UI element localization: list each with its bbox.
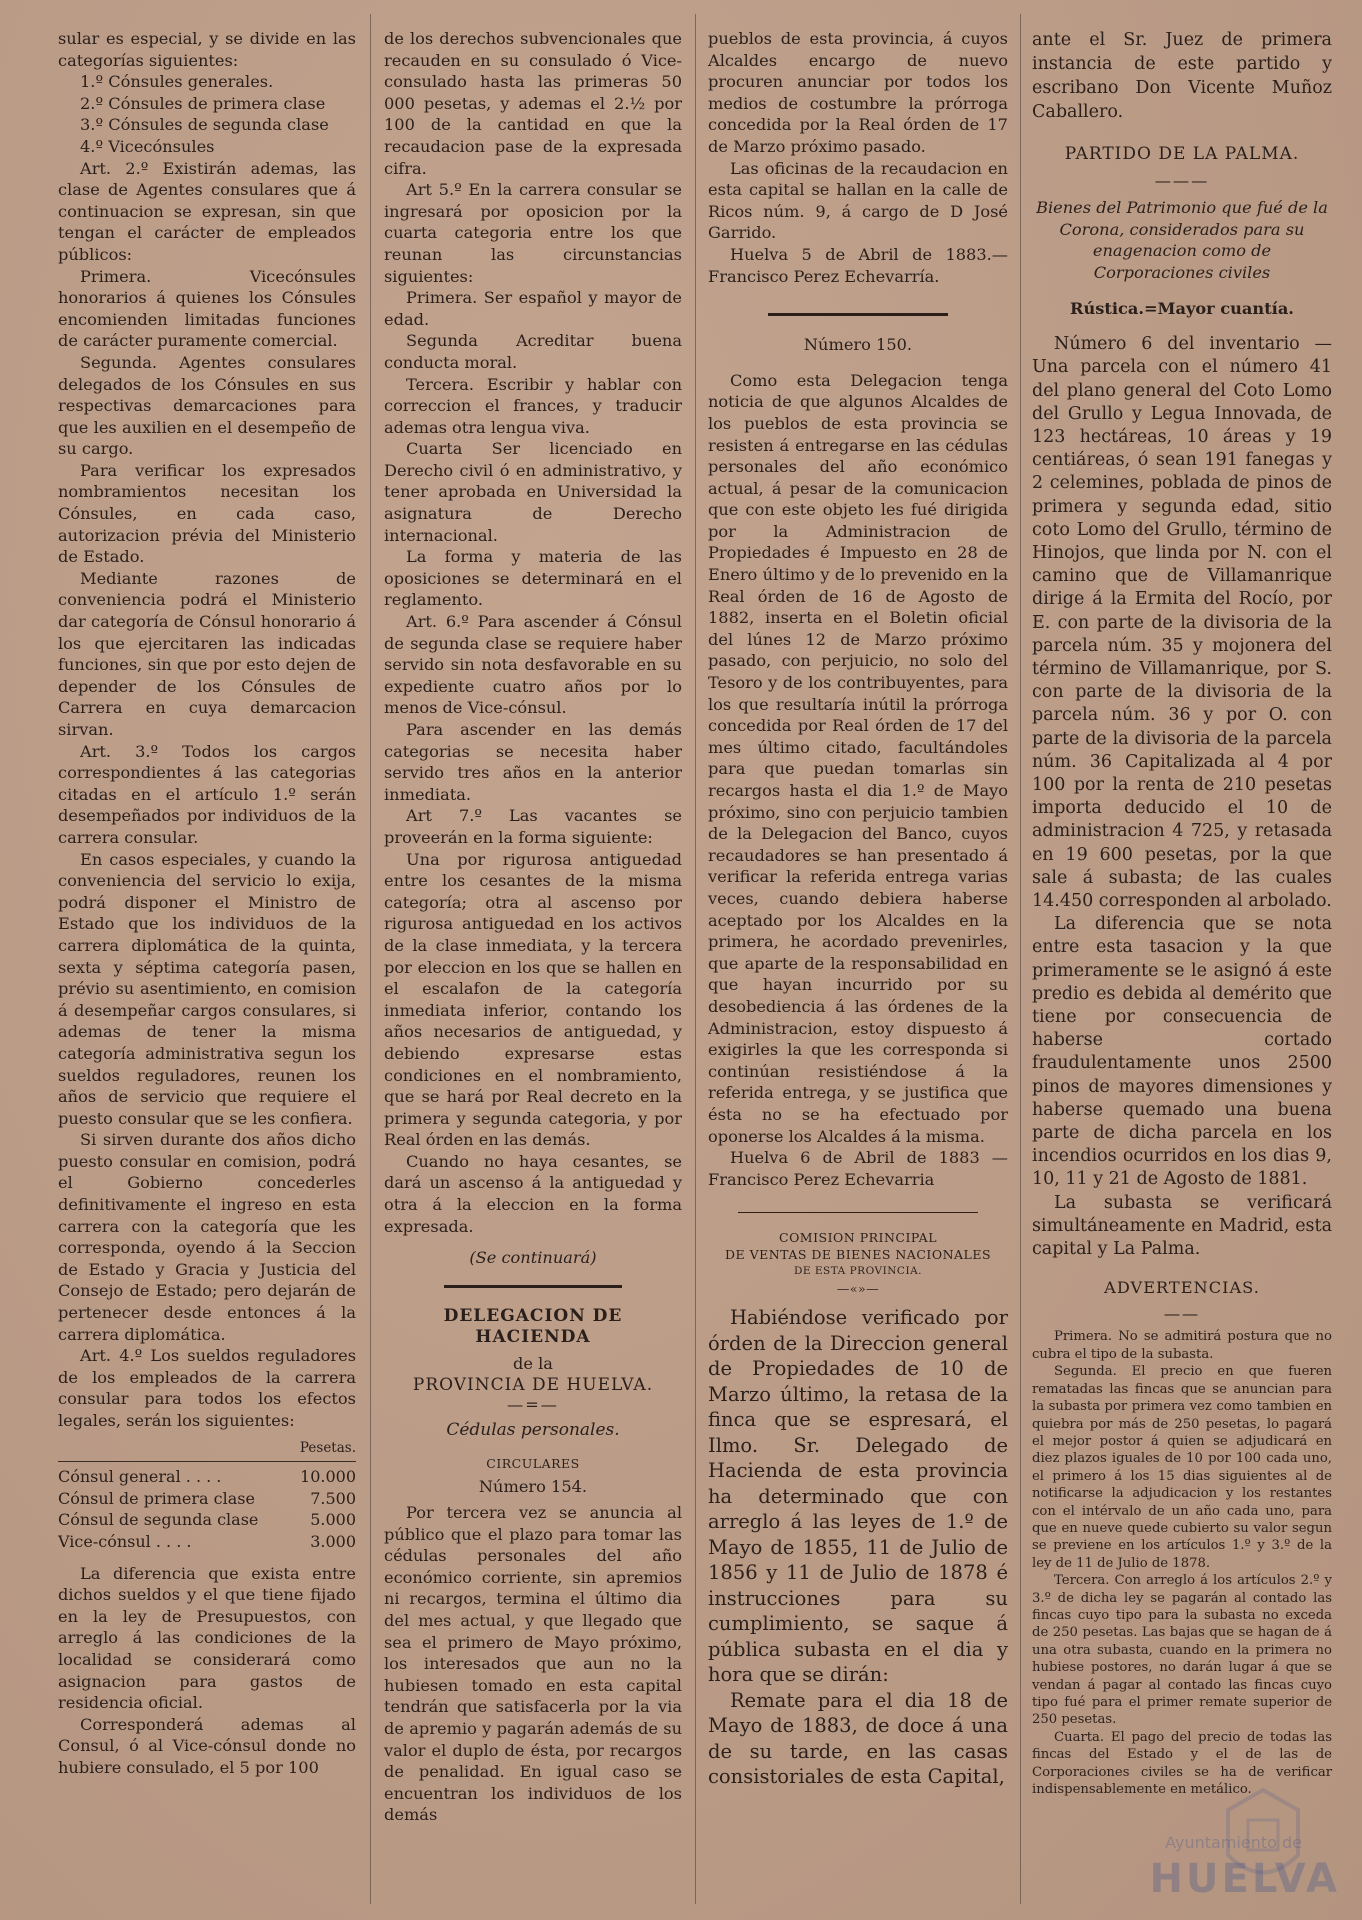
section-heading: PROVINCIA DE HUELVA.	[412, 1374, 654, 1395]
paragraph: sular es especial, y se divide en las categorías siguientes:	[58, 29, 356, 70]
paragraph: de los derechos subvencionales que recauden en su consulado ó Vice-consulado hasta las primeras 50 000 pesetas, y ademas el 2.½ por 100 de la cantidad en que la recaudacion pase de la expresada cifra.	[384, 29, 682, 178]
category-heading: Rústica.=Mayor cuantía.	[1070, 298, 1294, 318]
paragraph: Art. 6.º Para ascender á Cónsul de segunda clase se requiere haber servido sin nota desfavorable en su expediente cuatro años por lo menos de Vice-cónsul.	[384, 612, 682, 718]
list-item: 4.º Vicecónsules	[80, 136, 215, 156]
paragraph: Primera. Vicecónsules honorarios á quienes los Cónsules encomienden limitadas funciones de carácter puramente comercial.	[58, 266, 356, 351]
paragraph: Para ascender en las demás categorias se necesita haber servido tres años en la anterior inmediata.	[384, 720, 682, 804]
paragraph: ante el Sr. Juez de primera instancia de este partido y escribano Don Vicente Muñoz Caballero.	[1032, 30, 1332, 122]
section-heading: DELEGACION DE HACIENDA	[443, 1305, 623, 1348]
table-cell: 7.500	[310, 1488, 356, 1508]
ornament: ——	[1163, 1303, 1201, 1323]
table-cell: 10.000	[300, 1467, 356, 1487]
section-heading: ADVERTENCIAS.	[1104, 1278, 1260, 1298]
section-subheading: de la	[513, 1354, 553, 1374]
list-item: 1.º Cónsules generales.	[80, 72, 274, 92]
list-item: 2.º Cónsules de primera clase	[80, 93, 326, 113]
number-heading: Número 150.	[803, 335, 913, 355]
watermark-text: HUELVA	[1149, 1856, 1340, 1902]
signature: Huelva 5 de Abril de 1883.— Francisco Perez Echevarría.	[708, 244, 1008, 286]
section-divider	[768, 313, 948, 316]
table-row	[58, 1466, 356, 1488]
paragraph: Primera. No se admitirá postura que no cubra el tipo de la subasta.	[1032, 1329, 1332, 1362]
paragraph: pueblos de esta provincia, á cuyos Alcaldes encargo de nuevo procuren anunciar por todos los medios de costumbre la prórroga concedida por la Real órden de 17 de Marzo próximo pasado.	[708, 29, 1008, 156]
paragraph: Las oficinas de la recaudacion en esta capital se hallan en la calle de Ricos núm. 9, á cargo de D José Garrido.	[708, 158, 1008, 243]
paragraph: Habiéndose verificado por órden de la Direccion general de Propiedades de 10 de Marzo último, la retasa de la finca que se espresará, el Ilmo. Sr. Delegado de Hacienda de esta provincia ha determinado que con arreglo á las leyes de 1.º de Mayo de 1855, 11 de Julio de 1856 y 11 de Julio de 1878 é instrucciones para su cumplimiento, se saque á pública subasta en el dia y hora que se dirán:	[708, 1306, 1008, 1687]
paragraph: Tercera. Con arreglo á los artículos 2.º y 3.º de dicha ley se pagarán al contado las fincas cuyo tipo para la subasta no exceda de 250 pesetas. Las bajas que se hagan de á una otra subasta, cuando en la primera no hubiese postores, no darán lugar á que se vendan á pagar al contado las fincas cuyo tipo fué para el primer remate superior de 250 pesetas.	[1032, 1573, 1332, 1728]
paragraph: Cuarta. El pago del precio de todas las fincas del Estado y el de las de Corporaciones civiles se ha de verificar indispensablemente en metálico.	[1032, 1729, 1332, 1798]
list-item: 3.º Cónsules de segunda clase	[80, 115, 329, 135]
paragraph: Primera. Ser español y mayor de edad.	[384, 288, 682, 329]
paragraph: La diferencia que exista entre dichos sueldos y el que tiene fijado en la ley de Presupuestos, con arreglo á las condiciones de la localidad se considerará como asignacion para gastos de residencia oficial.	[58, 1563, 356, 1713]
paragraph: Remate para el dia 18 de Mayo de 1883, de doce á una de su tarde, en las casas consistoriales de esta Capital,	[708, 1688, 1008, 1789]
continued-note: (Se continuará)	[469, 1248, 597, 1268]
column-rule	[695, 14, 696, 1904]
ornament: —=—	[507, 1395, 559, 1415]
paragraph: Tercera. Escribir y hablar con correccion el frances, y traducir ademas otra lengua viva.	[384, 374, 682, 437]
column-3	[708, 28, 1008, 1790]
paragraph: Cuarta Ser licenciado en Derecho civil ó en administrativo, y tener aprobada en Universidad la asignatura de Derecho internacional.	[384, 439, 682, 545]
section-divider	[738, 1212, 978, 1213]
paragraph: Para verificar los expresados nombramientos necesitan los Cónsules, en cada caso, autorizacion prévia del Ministerio de Estado.	[58, 460, 356, 567]
commission-heading: COMISION PRINCIPAL	[779, 1230, 937, 1246]
paragraph: Segunda. El precio en que fueren rematadas las fincas que se anuncian para la subasta por primera vez como tambien en quiebra por más de 250 pesetas, lo pagará el mejor postor á quien se adjudicará en diez plazos iguales de 10 por 100 cada uno, el primero á los 15 dias siguientes al de notificarse la adjudicacion y los restantes con el intérvalo de un año cada uno, para que en nueve quede cubierto su valor segun se previene en los artículos 1.º y 3.º de la ley de 11 de Julio de 1878.	[1032, 1364, 1332, 1571]
table-cell: 3.000	[310, 1531, 356, 1551]
number-heading: Número 154.	[478, 1477, 588, 1497]
table-cell: Vice-cónsul . . . .	[58, 1531, 192, 1551]
table-header: Pesetas.	[58, 1438, 356, 1463]
paragraph: Segunda. Agentes consulares delegados de los Cónsules en sus respectivas demarcaciones para que les auxilien en el desempeño de su cargo.	[58, 352, 356, 459]
column-rule	[1020, 14, 1021, 1904]
paragraph: La subasta se verificará simultáneamente en Madrid, esta capital y La Palma.	[1032, 1192, 1332, 1260]
watermark-subtext: Ayuntamiento de	[1165, 1833, 1302, 1852]
table-row	[58, 1488, 356, 1510]
column-4	[1032, 28, 1332, 1798]
table-row	[58, 1531, 356, 1553]
column-1	[58, 28, 356, 1779]
paragraph: En casos especiales, y cuando la conveniencia del servicio lo exija, podrá disponer el Ministro de Estado que los individuos de la carrera diplomática de la quinta, sexta y séptima categoría pasen, prévio su asentimiento, en comision á desempeñar cargos consulares, si ademas de tener la misma categoría administrativa segun los sueldos reguladores, reunen los años de servicio que requiere el puesto consular que se les confiera.	[58, 849, 356, 1128]
paragraph: Mediante razones de conveniencia podrá el Ministerio dar categoría de Cónsul honorario á los que ejercitaren las indicadas funciones, sin que por esto dejen de depender de los Cónsules de Carrera en cuya demarcacion sirvan.	[58, 568, 356, 739]
section-heading: PARTIDO DE LA PALMA.	[1064, 144, 1300, 164]
paragraph: Por tercera vez se anuncia al público que el plazo para tomar las cédulas personales del año económico corriente, sin apremios ni recargos, termina el último dia del mes actual, y que llegado que sea el primero de Mayo próximo, los interesados que aun no la hubiesen tomado en esta capital tendrán que satisfacerla por la via de apremio y pagarán además de su valor el duplo de ésta, por recargos de penalidad. En igual caso se encuentran los individuos de los demás	[384, 1503, 682, 1825]
section-subtitle: Bienes del Patrimonio que fué de la Corona, considerados para su enagenacion como de Corporaciones civiles	[1036, 198, 1328, 282]
paragraph: Segunda Acreditar buena conducta moral.	[384, 331, 682, 372]
commission-heading: DE VENTAS DE BIENES NACIONALES	[724, 1247, 992, 1263]
paragraph: Una por rigurosa antiguedad entre los cesantes de la misma categoría; otra al ascenso por rigurosa antiguedad en los activos de la clase inmediata, y la tercera por eleccion en los que se hallen en el escalafon de la categoría inmediata inferior, contando los años necesarios de antiguedad, y debiendo expresarse estas condiciones en el nombramiento, que se hará por Real decreto en la primera y segunda categoria, y por Real órden en las demás.	[384, 849, 682, 1150]
paragraph: Art 7.º Las vacantes se proveerán en la forma siguiente:	[384, 806, 682, 847]
paragraph: Si sirven durante dos años dicho puesto consular en comision, podrá el Gobierno concederles definitivamente el ingreso en esta carrera con la categoría que les corresponda, oyendo á la Seccion de Estado y Gracia y Justicia del Consejo de Estado; pero dejarán de pertenecer desde entonces á la carrera diplomática.	[58, 1130, 356, 1344]
paragraph: La forma y materia de las oposiciones se determinará en el reglamento.	[384, 547, 682, 610]
section-divider	[444, 1285, 623, 1288]
paragraph: Art. 4.º Los sueldos reguladores de los empleados de la carrera consular para todos los efectos legales, serán los siguientes:	[58, 1346, 356, 1430]
column-2	[384, 28, 682, 1826]
table-row	[58, 1509, 356, 1531]
paragraph: Art. 3.º Todos los cargos correspondientes á las categorias citadas en el artículo 1.º serán desempeñados por individuos de la carrera consular.	[58, 741, 356, 847]
paragraph: La diferencia que se nota entre esta tasacion y la que primeramente se le asignó á este predio es debida al demérito que tiene por consecuencia de haberse cortado fraudulentamente unos 2500 pinos de mayores dimensiones y haberse quemado una buena parte de dicha parcela en los incendios ocurridos en los dias 9, 10, 11 y 21 de Agosto de 1881.	[1032, 914, 1332, 1190]
table-cell: Cónsul de primera clase	[58, 1488, 255, 1508]
ornament: —«»—	[836, 1281, 880, 1297]
column-rule	[370, 14, 371, 1904]
commission-heading: DE ESTA PROVINCIA.	[793, 1265, 923, 1278]
salary-table	[58, 1438, 356, 1553]
paragraph: Corresponderá ademas al Consul, ó al Vice-cónsul donde no hubiere consulado, el 5 por 100	[58, 1714, 356, 1777]
table-cell: Cónsul general . . . .	[58, 1467, 222, 1487]
paragraph: Número 6 del inventario — Una parcela con el número 41 del plano general del Coto Lomo del Grullo y Legua Innovada, de 123 hectáreas, 10 áreas y 19 centiáreas, ó sean 191 fanegas y 2 celemines, poblada de pinos de primera y segunda edad, sitio coto Lomo del Grullo, término de Hinojos, que linda por N. con el camino que de Villamanrique dirige á la Ermita del Rocío, por E. con parte de la divisoria de la parcela núm. 35 y mojonera del término de Villamanrique, por S. con parte de la divisoria de la parcela núm. 36 y por O. con parte de la divisoria de la parcela núm. 36 Capitalizada al 4 por 100 por la renta de 210 pesetas importa deducido el 10 de administracion 4 725, y retasada en 19 600 pesetas, por la que sale á subasta; de las cuales 14.450 corresponden al arbolado.	[1032, 334, 1332, 912]
paragraph: Como esta Delegacion tenga noticia de que algunos Alcaldes de los pueblos de esta provincia se resisten á entregarse en las cédulas personales del año económico actual, á pesar de la comunicacion que con este objeto les fué dirigida por la Administracion de Propiedades é Impuesto en 28 de Enero último y de lo prevenido en la Real órden de 16 de Agosto de 1882, inserta en el Boletin oficial del lúnes 12 de Marzo próximo pasado, con perjuicio, no solo del Tesoro y de los contribuyentes, para los que resultaría inútil la prórroga concedida por Real órden de 17 del mes último citado, facultándoles para que puedan tomarlas sin recargos hasta el dia 1.º de Mayo próximo, sino con perjuicio tambien de la Delegacion del Banco, cuyos recaudadores se han presentado á verificar la referida entrega varias veces, cuando debiera haberse aceptado por los Alcaldes en la primera, he acordado prevenirles, que aparte de la responsabilidad en que hayan incurrido por su desobediencia á las órdenes de la Administracion, estoy dispuesto á exigirles la que les corresponda si continúan resistiéndose á la referida entrega, y se justifica que ésta no se ha efectuado por oponerse los Alcaldes á la misma.	[708, 370, 1008, 1146]
section-title: Cédulas personales.	[446, 1419, 620, 1440]
paragraph: Art. 2.º Existirán ademas, las clase de Agentes consulares que á continuacion se expresan, sin que tengan el carácter de empleados públicos:	[58, 158, 356, 264]
paragraph: Cuando no haya cesantes, se dará un ascenso á la antiguedad y otra á la eleccion en la forma expresada.	[384, 1151, 682, 1236]
circulares-heading: CIRCULARES	[486, 1456, 580, 1472]
signature: Huelva 6 de Abril de 1883 — Francisco Perez Echevarria	[708, 1148, 1008, 1189]
ornament: ———	[1154, 170, 1210, 190]
table-cell: Cónsul de segunda clase	[58, 1510, 259, 1530]
paragraph: Art 5.º En la carrera consular se ingresará por oposicion por la cuarta categoria entre los que reunan las circunstancias siguientes:	[384, 180, 682, 286]
table-cell: 5.000	[310, 1510, 356, 1530]
